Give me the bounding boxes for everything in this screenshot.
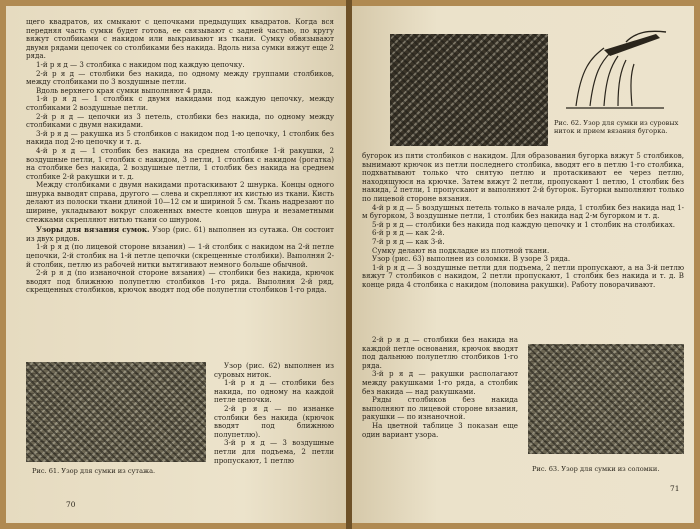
figure-63-photo — [528, 344, 684, 454]
diagram-stitch-4 — [618, 60, 626, 106]
diagram-stitch-1 — [576, 48, 604, 106]
diagram-stitch-3 — [604, 56, 618, 106]
paragraph: 1-й р я д — 3 воздушные петли для подъема, 2 петли пропускают, а на 3-й петлю вяжут 7 столбиков с накидом, 2 петли пропускают, 1 столбик без накида и т. д. В конце ряда 4 столбика с накидом (половина ракушки). Работу поворачивают. — [362, 262, 684, 289]
paragraph: 1-й р я д — столбики без накида, по одному на каждой петле цепочки. — [214, 378, 334, 405]
left-page — [6, 6, 346, 523]
paragraph: На цветной таблице 3 показан еще один вариант узора. — [362, 420, 518, 439]
section-paragraph — [26, 226, 334, 243]
paragraph: 3-й р я д — 3 воздушные петли для подъема, 2 петли пропускают, 1 петлю — [214, 438, 334, 465]
figure-61-photo — [26, 362, 206, 462]
figure-62-photo — [390, 34, 548, 146]
paragraph: Между столбиками с двумя накидами протаскивают 2 шнурка. Концы одного шнурка выводят справа, другого — слева и скрепляют их кистью из ткани. Кисть делают из полоски ткани длиной 10—12 см и шириной 5 см. Ткань надрезают по ширине, укладывают вокруг сложенных вместе концов шнура и незаметными стежками скрепляют нитью ткани со шнуром. — [26, 180, 334, 224]
left-text-top — [26, 18, 334, 295]
paragraph: Узор (рис. 62) выполнен из суровых ниток. — [214, 361, 334, 379]
figure-61-caption: Рис. 61. Узор для сумки из сутажа. — [32, 467, 156, 475]
paragraph: Вдоль верхнего края сумки выполняют 4 ряда. — [36, 85, 213, 95]
figure-63-caption: Рис. 63. Узор для сумки из соломки. — [532, 465, 660, 473]
paragraph: 3-й р я д — ракушки располагают между ракушками 1-го ряда, а столбик без накида — над ракушками. — [362, 369, 518, 396]
left-side-column — [214, 362, 334, 465]
paragraph: 1-й р я д — 1 столбик с двумя накидами под каждую цепочку, между столбиками 2 воздушные петли. — [26, 94, 334, 112]
right-text-top — [362, 152, 684, 290]
page-number: 70 — [66, 500, 76, 509]
paragraph: 2-й р я д — столбики без накида, по одному между группами столбиков, между столбиками по 3 воздушные петли. — [26, 68, 334, 87]
right-page — [352, 6, 694, 523]
paragraph: бугорок из пяти столбиков с накидом. Для образования бугорка вяжут 5 столбиков, вынимают крючок из петли последнего столбика, вводят его в петлю 1-го столбика, подхватывают только что снятую петлю и протаскивают ее через петлю, находящуюся на крючке. Затем вяжут 2 петли, пропускают 1 петлю, 1 столбик без накида, 2 петли, 1 пропускают и выполняют 2-й бугорок. Бугорки выполняют только по лицевой стороне вязания. — [362, 151, 684, 203]
paragraph: 5-й р я д — столбики без накида под каждую цепочку и 1 столбик на столбиках. — [372, 219, 676, 229]
page-number: 71 — [670, 484, 680, 493]
paragraph: Ряды столбиков без накида выполняют по лицевой стороне вязания, ракушки — по изнаночной. — [362, 395, 518, 422]
paragraph: 2-й р я д — столбики без накида на каждой петле основания, крючок вводят под дальнюю полупетлю столбиков 1-го ряда. — [362, 335, 518, 370]
paragraph: Узор (рис. 63) выполнен из соломки. В узоре 3 ряда. — [372, 254, 571, 264]
right-side-column — [362, 336, 518, 439]
paragraph: 6-й р я д — как 2-й. — [372, 228, 445, 238]
paragraph: 2-й р я д — по изнанке столбики без накида (крючок вводят под ближнюю полупетлю). — [214, 403, 334, 439]
paragraph: 2-й р я д — цепочки из 3 петель, столбики без накида, по одному между столбиками с двумя накидами. — [26, 111, 334, 130]
paragraph: 1-й р я д — 3 столбика с накидом под каждую цепочку. — [36, 59, 245, 69]
bobble-stitch-diagram — [556, 28, 674, 116]
paragraph: 4-й р я д — 5 воздушных петель только в начале ряда, 1 столбик без накида над 1-м бугорком, 3 воздушные петли, 1 столбик без накида над 2-м бугорком и т. д. — [362, 202, 684, 221]
diagram-stitch-5 — [631, 64, 634, 106]
paragraph: 7-й р я д — как 3-й. — [372, 236, 445, 246]
paragraph: 3-й р я д — ракушка из 5 столбиков с накидом под 1-ю цепочку, 1 столбик без накида под 2-ю цепочку и т. д. — [26, 128, 334, 147]
paragraph: 2-й р я д (по изнаночной стороне вязания) — столбики без накида, крючок вводят под ближнюю полупетлю столбиков 1-го ряда. Выполняя 2-й ряд, скрещенных столбиков, крючок вводят под обе полупетли столбиков 1-го ряда. — [26, 268, 334, 295]
paragraph: Сумку делают на подкладке из плотной ткани. — [372, 245, 550, 255]
paragraph: 4-й р я д — 1 столбик без накида на среднем столбике 1-й ракушки, 2 воздушные петли, 1 столбик с накидом, 3 петли, 1 столбик с накидом (рогатка) на столбике без накида, 2 воздушные петли, 1 столбик без накида на среднем столбике 2-й ракушки и т. д. — [26, 145, 334, 181]
section-intro: Узор (рис. 61) выполнен из сутажа. Он состоит из двух рядов. — [26, 225, 334, 243]
section-title: Узоры для вязания сумок. — [36, 225, 150, 235]
figure-62-caption: Рис. 62. Узор для сумки из суровых ниток и прием вязания бугорка. — [554, 119, 679, 135]
paragraph: 1-й р я д (по лицевой стороне вязания) — 1-й столбик с накидом на 2-й петле цепочки, 2-й столбик на 1-й петле цепочки (скрещенные столбики). Выполняя 2-й столбик, петлю из рабочей нитки вытягивают немного больше обычной. — [26, 242, 334, 269]
paragraph: щего квадратов, их смыкают с цепочками предыдущих квадратов. Когда вся передняя часть сумки будет готова, ее связывают с задней частью, по кругу вяжут столбиками с накидом или выкраивают из ткани. Сумку обвязывают двумя рядами цепочек со столбиками без накида. Вдоль низа сумки вяжут еще 2 ряда. — [26, 17, 334, 61]
